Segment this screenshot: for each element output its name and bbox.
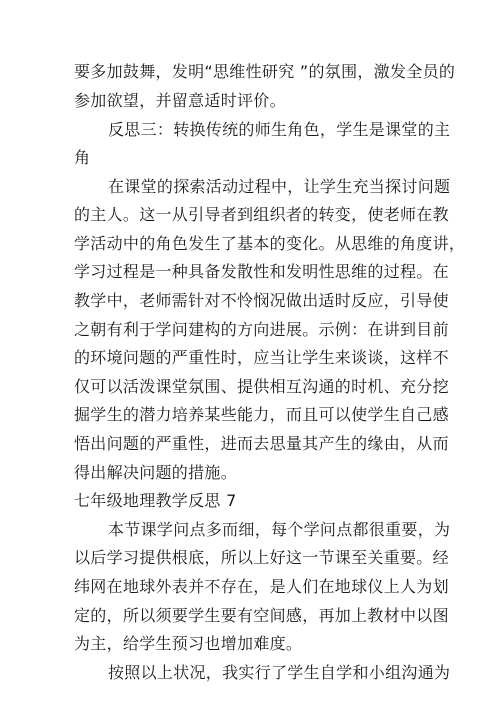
text-line: 得出解决问题的措施。 (74, 463, 238, 482)
text-line: 学活动中的角色发生了基本的变化。从思维的角度讲， (74, 234, 466, 253)
section-title: 七年级地理教学反思 7 (74, 491, 237, 510)
text-line: 教学中，老师需针对不怜悯况做出适时反应，引导使 (74, 291, 449, 310)
paragraph-start: 按照以上状况，我实行了学生自学和小组沟通为 (108, 663, 451, 682)
text-line: 仅可以活泼课堂氛围、提供相互沟通的时机、充分挖 (74, 377, 449, 396)
text-line: 定的，所以须要学生要有空间感，再加上教材中以图 (74, 606, 449, 625)
text-line: 参加欲望，并留意适时评价。 (74, 91, 286, 110)
text-line: 的主人。这一从引导者到组织者的转变，使老师在教 (74, 205, 449, 224)
paragraph-start: 在课堂的探索活动过程中，让学生充当探讨问题 (108, 177, 451, 196)
section-heading: 反思三：转换传统的师生角色，学生是课堂的主 (108, 120, 451, 139)
text-line: 以后学习提供根底，所以上好这一节课至关重要。经 (74, 548, 449, 567)
text-line: 纬网在地球外表并不存在，是人们在地球仪上人为划 (74, 577, 449, 596)
text-line: 悟出问题的严重性，进而去思量其产生的缘由，从而 (74, 434, 449, 453)
text-line: 为主，给学生预习也增加难度。 (74, 634, 303, 653)
section-heading-continuation: 角 (74, 148, 91, 167)
text-line: 之朝有利于学问建构的方向进展。示例：在讲到目前 (74, 320, 449, 339)
text-line: 掘学生的潜力培养某些能力，而且可以使学生自己感 (74, 405, 449, 424)
text-line: 学习过程是一种具备发散性和发明性思维的过程。在 (74, 262, 449, 281)
text-line: 的环境问题的严重性时，应当让学生来谈谈，这样不 (74, 348, 449, 367)
text-line: 要多加鼓舞，发明“思维性研究 ”的氛围，激发全员的 (74, 62, 456, 81)
paragraph-start: 本节课学问点多而细，每个学问点都很重要，为 (108, 520, 451, 539)
